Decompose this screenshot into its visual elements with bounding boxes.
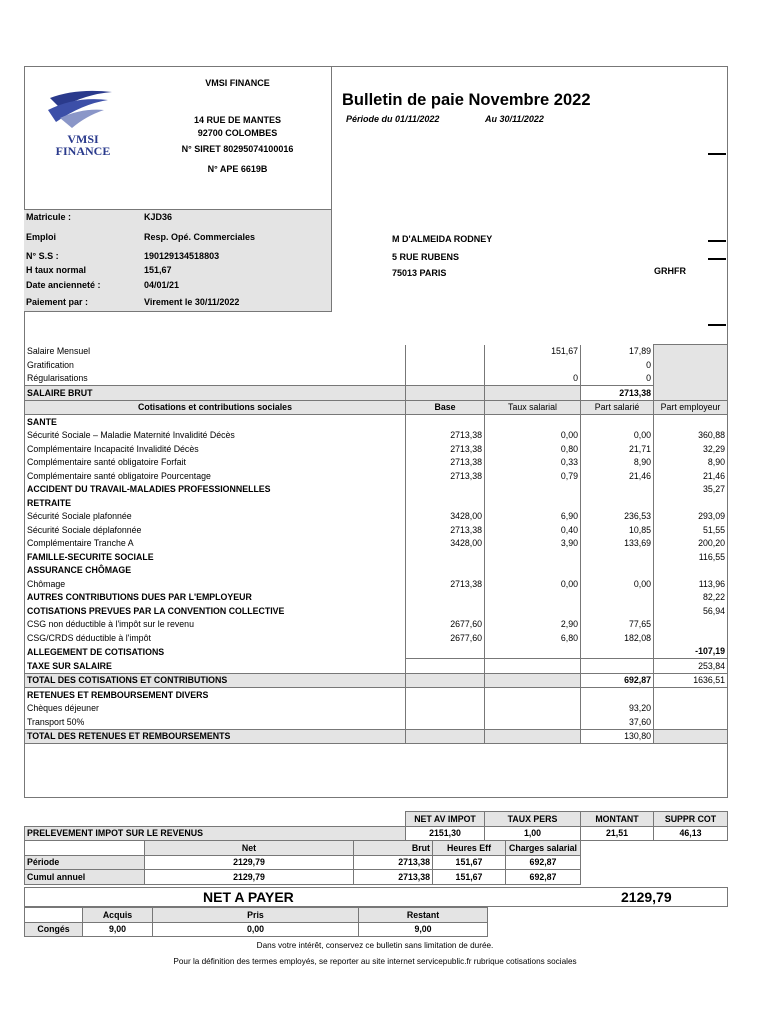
table-row [25,442,728,456]
conges-table [24,907,488,937]
table-row [25,702,728,716]
cell-base: 2713,38 [406,577,485,591]
cell-part-salarie [581,496,654,510]
table-row [25,645,728,659]
row-label: Cumul annuel [25,870,145,885]
cell-part-employeur: 21,46 [654,469,728,483]
row-label: COTISATIONS PREVUES PAR LA CONVENTION COLLECTIVE [25,604,406,618]
info-label-matricule: Matricule : [26,212,72,222]
period-from: Période du 01/11/2022 [346,114,440,124]
cell-part-salarie [581,645,654,659]
net-a-payer-label: NET A PAYER [203,889,294,905]
table-row [25,688,728,702]
cell-part-salarie: 77,65 [581,618,654,632]
row-label: ALLEGEMENT DE COTISATIONS [25,645,406,659]
cell-part-salarie [581,483,654,497]
cell-base [406,415,485,429]
row-label: Chômage [25,577,406,591]
cell-base: 2677,60 [406,618,485,632]
company-ape: N° APE 6619B [207,164,268,174]
row-label: SANTE [25,415,406,429]
cell-part-salarie: 236,53 [581,510,654,524]
row-label: Gratification [25,358,406,372]
cell-part-salarie [581,604,654,618]
info-value-paiement: Virement le 30/11/2022 [144,297,240,307]
row-label: RETRAITE [25,496,406,510]
cell-base: 2713,38 [406,523,485,537]
row-label: CSG non déductible à l'impôt sur le revenu [25,618,406,632]
cell-base [406,483,485,497]
row-label: TOTAL DES COTISATIONS ET CONTRIBUTIONS [25,673,406,688]
row-label: Régularisations [25,372,406,386]
company-address1: 14 RUE DE MANTES [193,115,282,125]
table-row [25,550,728,564]
row-label: CSG/CRDS déductible à l'impôt [25,631,406,645]
cell-part-salarie: 133,69 [581,537,654,551]
cell-part-salarie: 21,46 [581,469,654,483]
header-suppr-cot: SUPPR COT [654,812,728,827]
cell-value: 0 [581,372,654,386]
cell-value: 151,67 [433,870,506,885]
cell-part-employeur: 116,55 [654,550,728,564]
header-cotisations: Cotisations et contributions sociales [25,400,406,415]
cell-value: 1,00 [485,826,581,841]
cell-value: 2129,79 [145,855,354,870]
info-value-ss: 190129134518803 [144,251,220,261]
header-part-salarie: Part salarié [581,400,654,415]
row-label: TAXE SUR SALAIRE [25,659,406,674]
cell-part-salarie [581,415,654,429]
row-label: FAMILLE-SECURITE SOCIALE [25,550,406,564]
net-a-payer-value: 2129,79 [621,889,672,905]
table-row [25,618,728,632]
cell-part-employeur [654,564,728,578]
cell-value: 2713,38 [581,386,654,401]
cell-part-salarie [581,659,654,674]
info-label-emploi: Emploi [26,232,57,242]
cell-part-employeur [654,415,728,429]
table-row [25,372,728,386]
table-row [25,870,581,885]
header-charges: Charges salarial [506,841,581,856]
table-row [25,496,728,510]
cell-base: 2713,38 [406,442,485,456]
cell-part-employeur [654,496,728,510]
cell-taux: 6,90 [485,510,581,524]
cell-taux: 0,79 [485,469,581,483]
employee-code: GRHFR [654,266,686,276]
cell-value: 2129,79 [145,870,354,885]
cell-part-salarie: 93,20 [581,702,654,716]
cell-part-salarie: 0,00 [581,429,654,443]
cell-part-employeur: 56,94 [654,604,728,618]
cell-value: 0 [581,358,654,372]
row-label: Complémentaire santé obligatoire Forfait [25,456,406,470]
gray-filler [654,345,728,401]
table-row [25,429,728,443]
info-value-taux: 151,67 [144,265,172,275]
cell-part-employeur: 253,84 [654,659,728,674]
vmsi-logo-icon [46,88,116,136]
cell-taux: 0,80 [485,442,581,456]
table-row [25,358,728,372]
cell-taux: 6,80 [485,631,581,645]
cell-taux [485,645,581,659]
table-row [25,469,728,483]
logo-text-line1: VMSI [67,132,99,146]
cell-value: 17,89 [581,345,654,359]
row-label: Chèques déjeuner [25,702,406,716]
header-part-employeur: Part employeur [654,400,728,415]
row-label: Congés [25,922,83,937]
header-pris: Pris [153,908,359,923]
info-value-matricule: KJD36 [144,212,173,222]
logo-text-line2: FINANCE [55,144,111,158]
company-siret: N° SIRET 80295074100016 [181,144,294,154]
header-brut: Brut [354,841,433,856]
cell-part-salarie: 8,90 [581,456,654,470]
cell-part-salarie: 21,71 [581,442,654,456]
row-label: RETENUES ET REMBOURSEMENT DIVERS [25,688,406,702]
net-a-payer-box [24,887,728,907]
logo-text [48,133,118,157]
company-address2: 92700 COLOMBES [197,128,278,138]
cell-part-salarie: 37,60 [581,715,654,729]
cell-part-employeur: 113,96 [654,577,728,591]
cell-base: 2677,60 [406,631,485,645]
cell-part-employeur: 82,22 [654,591,728,605]
cell-value: 0 [485,372,581,386]
table-row [25,386,728,401]
cell-value: 692,87 [506,870,581,885]
employee-street: 5 RUE RUBENS [392,252,460,262]
cell-part-employeur: 8,90 [654,456,728,470]
info-value-emploi: Resp. Opé. Commerciales [144,232,256,242]
table-header-row [25,908,488,923]
header-taux-pers: TAUX PERS [485,812,581,827]
cell-taux: 0,40 [485,523,581,537]
cell-part-employeur [654,631,728,645]
table-row [25,631,728,645]
cell-part-salarie [581,688,654,702]
row-label: Sécurité Sociale déplafonnée [25,523,406,537]
cell-part-salarie [581,591,654,605]
cell-taux [485,415,581,429]
margin-mark [708,258,726,260]
cell-base [406,645,485,659]
cell-part-salarie: 182,08 [581,631,654,645]
margin-mark [708,240,726,242]
cell-part-salarie: 692,87 [581,673,654,688]
cell-value: 2151,30 [406,826,485,841]
header-montant: MONTANT [581,812,654,827]
cell-value: 21,51 [581,826,654,841]
payslip-title: Bulletin de paie Novembre 2022 [342,91,591,109]
cell-taux [485,604,581,618]
cell-value: 692,87 [506,855,581,870]
table-header-row [25,841,581,856]
row-label: Sécurité Sociale – Maladie Maternité Invalidité Décès [25,429,406,443]
pas-table [24,811,728,841]
row-label: Sécurité Sociale plafonnée [25,510,406,524]
cell-part-salarie [581,564,654,578]
row-label: Complémentaire Tranche A [25,537,406,551]
cell-value: 0,00 [153,922,359,937]
row-label: Période [25,855,145,870]
cell-taux [485,550,581,564]
cell-part-employeur: 32,29 [654,442,728,456]
row-label: Salaire Mensuel [25,345,406,359]
cell-part-employeur: -107,19 [654,645,728,659]
info-label-ss: N° S.S : [26,251,59,261]
table-row [25,537,728,551]
header-heures: Heures Eff [433,841,506,856]
cell-base: 3428,00 [406,537,485,551]
cell-value: 2713,38 [354,855,433,870]
cell-taux [485,496,581,510]
table-row [25,826,728,841]
cell-value: 9,00 [83,922,153,937]
cell-base [406,659,485,674]
cell-base: 2713,38 [406,429,485,443]
table-row [25,523,728,537]
table-row [25,715,728,729]
cell-part-salarie: 130,80 [581,729,654,744]
row-label: ACCIDENT DU TRAVAIL-MALADIES PROFESSIONNELLES [25,483,406,497]
footer-line2: Pour la définition des termes employés, se reporter au site internet servicepublic.fr rubrique cotisations sociales [173,957,577,966]
cell-taux [485,591,581,605]
cell-base [406,564,485,578]
cell-taux [485,483,581,497]
row-label: TOTAL DES RETENUES ET REMBOURSEMENTS [25,729,406,744]
table-row [25,855,581,870]
row-label: Complémentaire Incapacité Invalidité Décès [25,442,406,456]
cell-taux: 0,33 [485,456,581,470]
table-row [25,564,728,578]
table-row [25,922,488,937]
table-row [25,604,728,618]
cell-base: 2713,38 [406,456,485,470]
info-label-anciennete: Date ancienneté : [26,280,101,290]
cell-value: 151,67 [485,345,581,359]
info-label-paiement: Paiement par : [26,297,89,307]
header-net: Net [145,841,354,856]
table-row [25,456,728,470]
table-row [25,673,728,688]
cell-taux: 2,90 [485,618,581,632]
cell-base [406,591,485,605]
header-restant: Restant [359,908,488,923]
cell-base: 3428,00 [406,510,485,524]
cell-base [406,604,485,618]
table-header-row [25,812,728,827]
cell-value: 2713,38 [354,870,433,885]
info-label-taux: H taux normal [26,265,87,275]
margin-mark [708,153,726,155]
table-row [25,345,728,359]
cell-part-salarie [581,550,654,564]
table-row [25,510,728,524]
period-to: Au 30/11/2022 [485,114,544,124]
header-taux: Taux salarial [485,400,581,415]
row-label: ASSURANCE CHÔMAGE [25,564,406,578]
cell-part-employeur: 293,09 [654,510,728,524]
payslip-table [24,344,728,744]
cell-base [406,550,485,564]
cell-part-employeur: 200,20 [654,537,728,551]
company-name: VMSI FINANCE [205,78,270,88]
cell-value: 46,13 [654,826,728,841]
margin-mark [708,324,726,326]
cell-base: 2713,38 [406,469,485,483]
cell-taux: 0,00 [485,429,581,443]
table-row [25,591,728,605]
cell-value [485,358,581,372]
cell-part-salarie: 0,00 [581,577,654,591]
employee-name: M D'ALMEIDA RODNEY [392,234,493,244]
info-value-anciennete: 04/01/21 [144,280,180,290]
table-row [25,729,728,744]
cell-base [406,496,485,510]
cell-part-salarie: 10,85 [581,523,654,537]
table-row [25,659,728,674]
header-net-av-impot: NET AV IMPOT [406,812,485,827]
employee-city: 75013 PARIS [392,268,447,278]
summary-table [24,840,581,885]
cell-part-employeur: 1636,51 [654,673,728,688]
row-label: AUTRES CONTRIBUTIONS DUES PAR L'EMPLOYEUR [25,591,406,605]
cell-value [485,386,581,401]
cell-taux [485,564,581,578]
cell-part-employeur: 360,88 [654,429,728,443]
table-header-row [25,400,728,415]
table-row [25,577,728,591]
table-row [25,483,728,497]
cell-part-employeur: 35,27 [654,483,728,497]
header-base: Base [406,400,485,415]
row-label: Transport 50% [25,715,406,729]
cell-value: 151,67 [433,855,506,870]
footer-line1: Dans votre intérêt, conservez ce bulletin sans limitation de durée. [256,941,494,950]
cell-taux [485,659,581,674]
cell-part-employeur [654,618,728,632]
cell-value: 9,00 [359,922,488,937]
row-label: PRELEVEMENT IMPOT SUR LE REVENUS [25,826,406,841]
cell-taux: 3,90 [485,537,581,551]
cell-taux: 0,00 [485,577,581,591]
row-label: Complémentaire santé obligatoire Pourcentage [25,469,406,483]
cell-part-employeur: 51,55 [654,523,728,537]
row-label: SALAIRE BRUT [25,386,406,401]
header-acquis: Acquis [83,908,153,923]
table-row [25,415,728,429]
